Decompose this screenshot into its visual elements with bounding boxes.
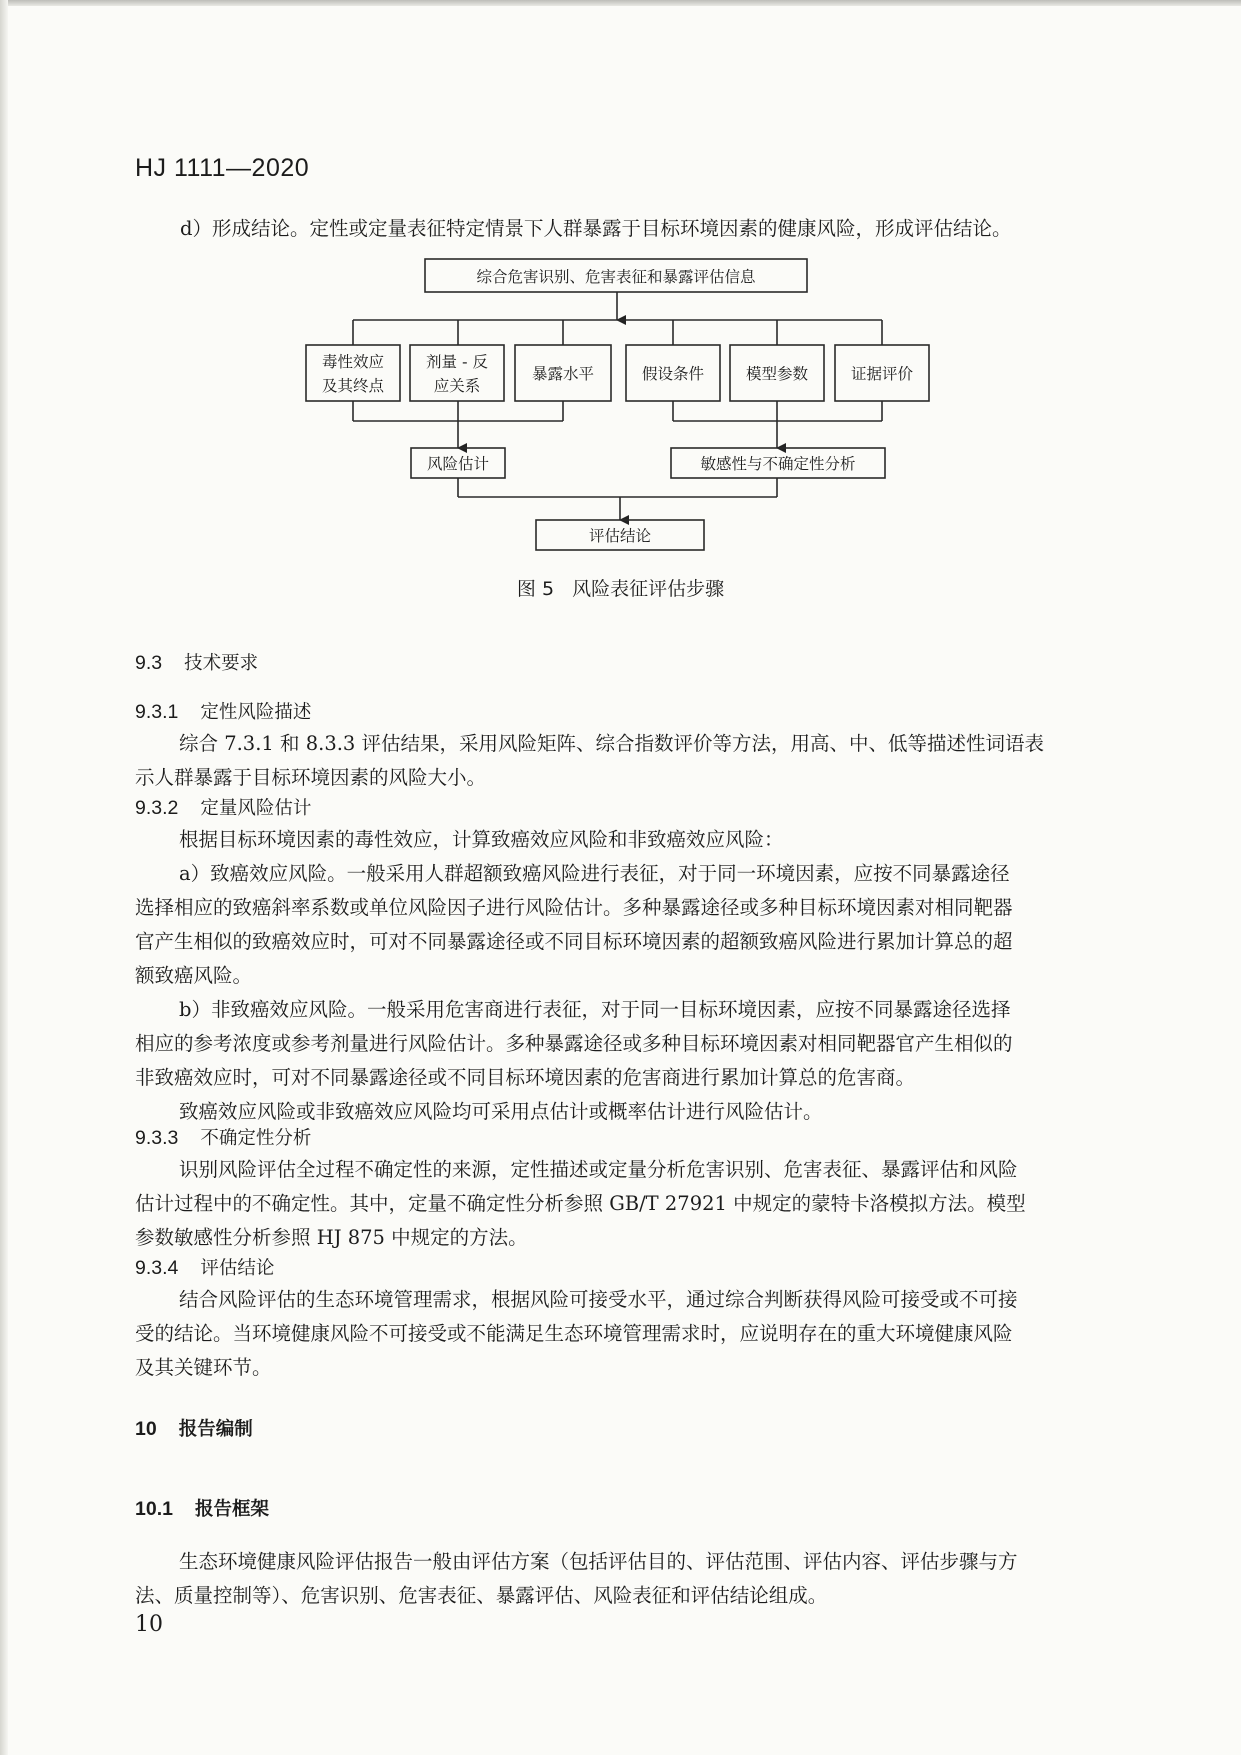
step-d-text: d）形成结论。定性或定量表征特定情景下人群暴露于目标环境因素的健康风险，形成评估结论。 [180,217,1012,240]
heading-10: 10 报告编制 [135,1418,253,1440]
heading-10-1: 10.1 报告框架 [135,1498,269,1520]
flow-label-risk-estimate: 风险估计 [426,455,490,473]
flow-label-exposure: 暴露水平 [531,365,595,383]
flow-label-conclusion: 评估结论 [588,527,652,545]
flow-label-evidence: 证据评价 [850,365,914,383]
paragraph-10-1: 生态环境健康风险评估报告一般由评估方案（包括评估目的、评估范围、评估内容、评估步骤与方 法、质量控制等）、危害识别、危害表征、暴露评估、风险表征和评估结论组成。 [135,1550,1018,1607]
flow-label-dose-1: 剂量 - 反 [426,353,488,371]
flow-label-toxic-1: 毒性效应 [321,353,385,371]
figure-caption [0,574,1241,601]
flow-label-toxic-2: 及其终点 [321,377,385,395]
page-number: 10 [135,1612,163,1637]
heading-9-3: 9.3 技术要求 [135,652,259,674]
heading-9-3-1: 9.3.1 定性风险描述 [135,701,312,723]
heading-9-3-4: 9.3.4 评估结论 [135,1257,275,1279]
flow-label-dose-2: 应关系 [433,377,481,395]
paragraph-9-3-2: 根据目标环境因素的毒性效应，计算致癌效应风险和非致癌效应风险： a）致癌效应风险。一般采用人群超额致癌风险进行表征，对于同一环境因素，应按不同暴露途径 选择相应的致癌斜率系数或单位风险因子进行风险估计。多种暴露途径或多种目标环境因素对相同靶器 官产生相似的致癌效应时，可对不同暴露途径或不同目标环境因素的超额致癌风险进行累加计算总的超 额致癌风险。 b）非致癌效应风险。一般采用危害商进行表征，对于同一目标环境因素，应按不同暴露途径选择 相应的参考浓度或参考剂量进行风险估计。多种暴露途径或多种目标环境因素对相同靶器官产生相似的 非致癌效应时，可对不同暴露途径或不同目标环境因素的危害商进行累加计算总的危害商。 致癌效应风险或非致癌效应风险均可采用点估计或概率估计进行风险估计。 [135,828,1013,1123]
flow-label-model-params: 模型参数 [745,365,809,383]
heading-9-3-2: 9.3.2 定量风险估计 [135,797,312,819]
document-code: HJ 1111—2020 [135,154,310,182]
flow-label-integrated-info: 综合危害识别、危害表征和暴露评估信息 [476,268,756,286]
flow-label-sensitivity: 敏感性与不确定性分析 [700,455,856,473]
paragraph-9-3-4: 结合风险评估的生态环境管理需求，根据风险可接受水平，通过综合判断获得风险可接受或不可接 受的结论。当环境健康风险不可接受或不能满足生态环境管理需求时，应说明存在的重大环境健康风险 及其关键环节。 [135,1288,1018,1379]
risk-characterization-flowchart [0,0,1241,600]
figure-number: 图 5 [516,578,555,600]
flow-label-assumptions: 假设条件 [641,365,705,383]
heading-9-3-3: 9.3.3 不确定性分析 [135,1127,312,1149]
figure-title: 风险表征评估步骤 [572,578,725,600]
paragraph-9-3-3: 识别风险评估全过程不确定性的来源，定性描述或定量分析危害识别、危害表征、暴露评估和风险 估计过程中的不确定性。其中，定量不确定性分析参照 GB/T 27921 中规定的蒙特卡洛模拟方法。模型 参数敏感性分析参照 HJ 875 中规定的方法。 [135,1158,1026,1249]
paragraph-9-3-1: 综合 7.3.1 和 8.3.3 评估结果，采用风险矩阵、综合指数评价等方法，用高、中、低等描述性词语表 示人群暴露于目标环境因素的风险大小。 [135,732,1045,789]
